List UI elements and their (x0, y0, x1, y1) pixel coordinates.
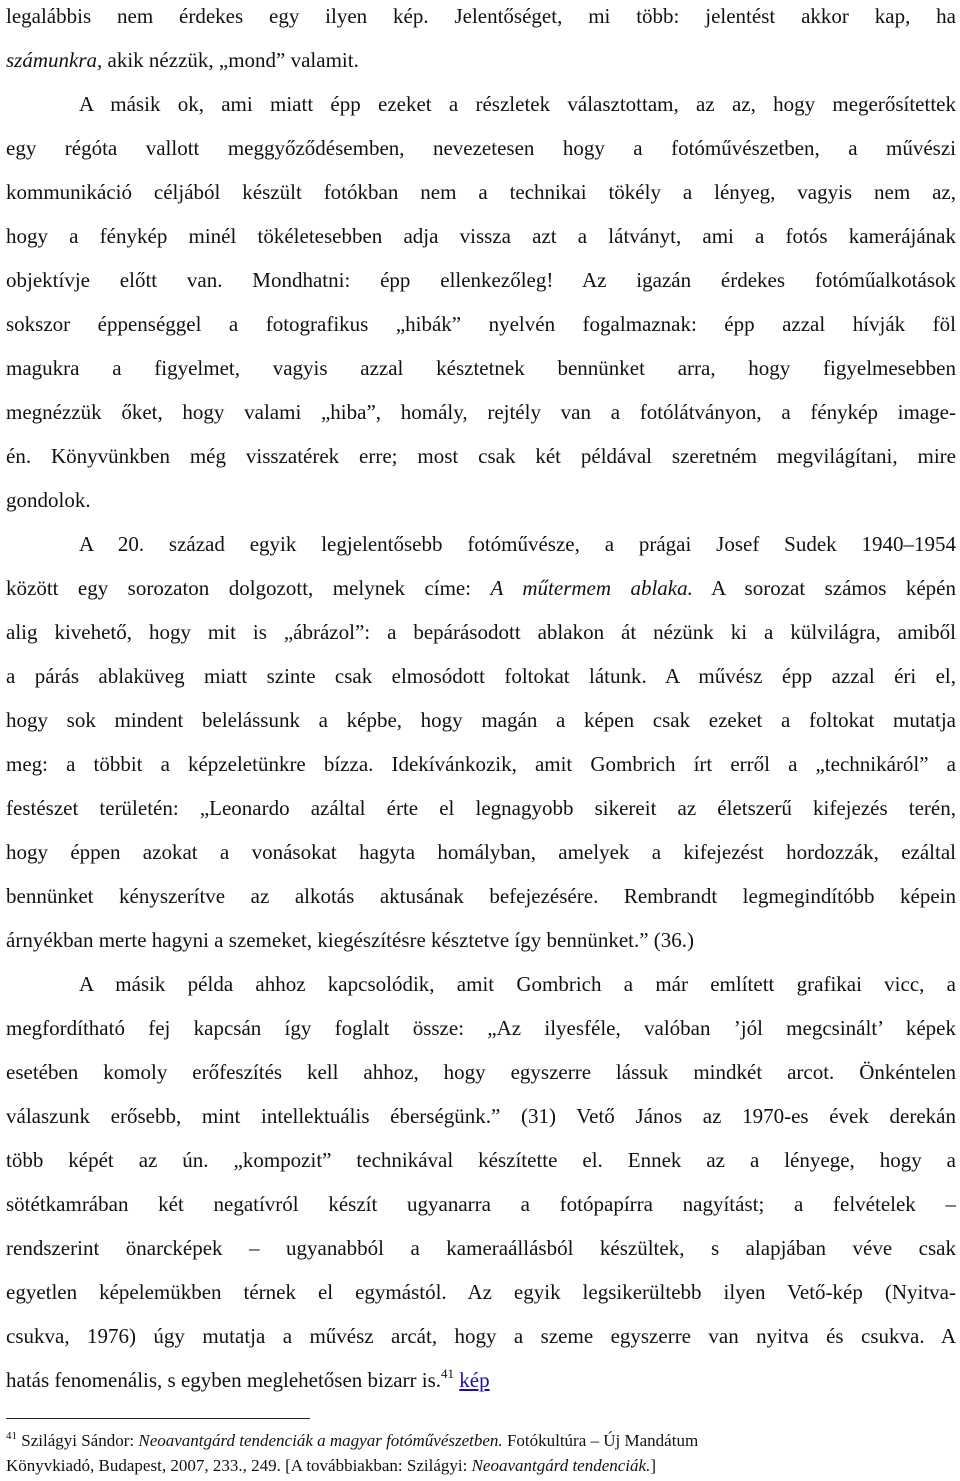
text-line: egyetlen képelemükben térnek el egymástól. Az egyik legsikerültebb ilyen Vető-kép (Nyitva- (6, 1280, 956, 1304)
text-span: között egy sorozaton dolgozott, melynek címe: (6, 576, 491, 600)
text-line: több képét az ún. „kompozit” technikával készítette el. Ennek az a lényege, hogy a (6, 1148, 956, 1172)
text-line: sokszor éppenséggel a fotografikus „hibák” nyelvén fogalmaznak: épp azzal hívják föl (6, 312, 956, 336)
text-line: meg: a többit a képzeletünkre bízza. Idekívánkozik, amit Gombrich írt erről a „technikáról” a (6, 752, 956, 776)
text-line: gondolok. (6, 488, 91, 512)
text-line: legalábbis nem érdekes egy ilyen kép. Jelentőséget, mi több: jelentést akkor kap, ha (6, 4, 956, 28)
emphasis: A műtermem ablaka. (490, 576, 693, 600)
text-line: esetében komoly erőfeszítés kell ahhoz, hogy egyszerre lássuk mindkét arcot. Önkéntelen (6, 1060, 956, 1084)
footnote-divider (6, 1418, 310, 1419)
text-line: hogy sok mindent belelássunk a képbe, hogy magán a képen csak ezeket a foltokat mutatja (6, 708, 956, 732)
text-line: hogy a fénykép minél tökéletesebben adja vissza azt a látványt, ami a fotós kamerájának (6, 224, 956, 248)
image-link[interactable]: kép (459, 1368, 490, 1392)
footnote (6, 1428, 956, 1478)
text-line (6, 566, 956, 610)
text-line: árnyékban merte hagyni a szemeket, kiegészítésre késztetve így bennünket.” (36.) (6, 928, 695, 952)
footnote-line (6, 1428, 956, 1453)
text-line: magukra a figyelmet, vagyis azzal késztetnek bennünket arra, hogy figyelmesebben (6, 356, 956, 380)
text-line: megnézzük őket, hogy valami „hiba”, homály, rejtély van a fotólátványon, a fénykép image- (6, 400, 956, 424)
paragraph-start: A 20. század egyik legjelentősebb fotóművésze, a prágai Josef Sudek 1940–1954 (79, 532, 956, 556)
emphasis: Neoavantgárd tendenciák. (471, 1456, 651, 1475)
emphasis: számunkra, (6, 48, 103, 72)
footnote-number: 41 (6, 1430, 17, 1442)
text-line (6, 1358, 956, 1402)
text-span: akik nézzük, „mond” valamit. (102, 48, 359, 72)
text-line: sötétkamrában két negatívról készít ugyanarra a fotópapírra nagyítást; a felvételek – (6, 1192, 956, 1216)
text-line: objektívje előtt van. Mondhatni: épp ellenkezőleg! Az igazán érdekes fotóműalkotások (6, 268, 956, 292)
paragraph-start: A másik ok, ami miatt épp ezeket a részletek választottam, az az, hogy megerősítettek (79, 92, 956, 116)
footnote-line (6, 1453, 956, 1478)
emphasis: Neoavantgárd tendenciák a magyar fotóművészetben. (138, 1431, 503, 1450)
text-line: csukva, 1976) úgy mutatja a művész arcát, hogy a szeme egyszerre van nyitva és csukva. A (6, 1324, 956, 1348)
paragraph-start: A másik példa ahhoz kapcsolódik, amit Gombrich a már említett grafikai vicc, a (79, 972, 956, 996)
text-line: bennünket kényszerítve az alkotás aktusának befejezésére. Rembrandt legmegindítóbb képein (6, 884, 956, 908)
text-span: A sorozat számos képén (692, 576, 956, 600)
text-span: Szilágyi Sándor: (17, 1431, 139, 1450)
text-line: én. Könyvünkben még visszatérek erre; most csak két példával szeretném megvilágítani, mire (6, 444, 956, 468)
text-span: Fotókultúra – Új Mandátum (502, 1431, 699, 1450)
text-span: ] (650, 1456, 656, 1475)
document-body (6, 0, 956, 1402)
text-span: Könyvkiadó, Budapest, 2007, 233., 249. [A továbbiakban: Szilágyi: (6, 1456, 472, 1475)
text-line: rendszerint önarcképek – ugyanabból a kameraállásból készültek, s alapjában véve csak (6, 1236, 956, 1260)
text-line: festészet területén: „Leonardo azáltal érte el legnagyobb sikereit az életszerű kifejezés terén, (6, 796, 956, 820)
text-line: kommunikáció céljából készült fotókban nem a technikai tökély a lényeg, vagyis nem az, (6, 180, 956, 204)
text-line: hogy éppen azokat a vonásokat hagyta homályban, amelyek a kifejezést hordozzák, ezáltal (6, 840, 956, 864)
text-line (6, 38, 956, 82)
text-line: egy régóta vallott meggyőződésemben, nevezetesen hogy a fotóművészetben, a művészi (6, 136, 956, 160)
footnote-marker[interactable]: 41 (441, 1366, 455, 1381)
text-line: megfordítható fej kapcsán így foglalt össze: „Az ilyesféle, valóban ’jól megcsinált’ képek (6, 1016, 956, 1040)
text-line: válaszunk erősebb, mint intellektuális éberségünk.” (31) Vető János az 1970-es évek derekán (6, 1104, 956, 1128)
text-line: alig kivehető, hogy mit is „ábrázol”: a bepárásodott ablakon át nézünk ki a külvilágra, amiből (6, 620, 956, 644)
text-line: a párás ablaküveg miatt szinte csak elmosódott foltokat látunk. A művész épp azzal éri el, (6, 664, 956, 688)
text-span: hatás fenomenális, s egyben meglehetősen bizarr is. (6, 1368, 442, 1392)
